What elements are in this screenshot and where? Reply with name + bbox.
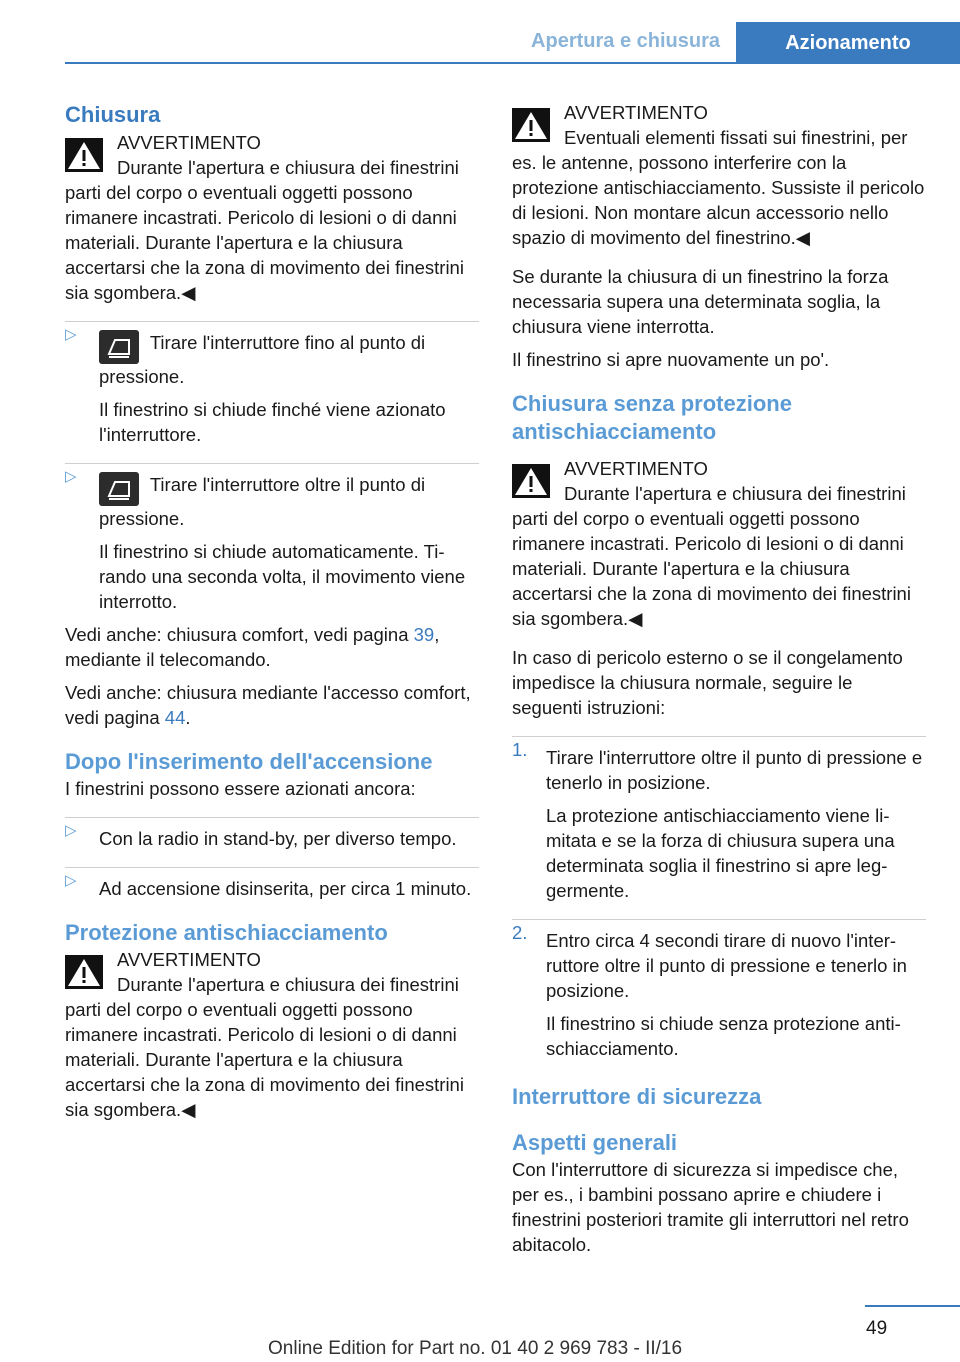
warning-text: Eventuali elementi fissati sui finestrini, per es. le antenne, possono interferire con la protezione antischiacciamento. Sussiste il pericolo di lesioni. Non montare alcun accessorio nello spazio di movimento del finestrino.◀: [512, 127, 925, 248]
warning-text: Durante l'apertura e chiusura dei finestrini parti del corpo o eventuali oggetti possono rimanere incastrati. Pericolo di lesioni o di danni materiali. Durante l'apertura e la chiusura accertarsi che la zona di movimento dei finestrini sia sgombera.◀: [65, 157, 464, 303]
step-text: Tirare l'interruttore oltre il punto di pressione e tenerlo in posizione.: [546, 747, 923, 793]
header-rule: [65, 62, 960, 64]
heading-aspetti-generali: Aspetti generali: [512, 1130, 678, 1155]
numbered-step: [512, 919, 926, 1061]
warning-title: AVVERTIMENTO: [564, 458, 708, 479]
list-item-text: Con la radio in stand-by, per diverso tempo.: [99, 828, 457, 849]
warning-triangle-icon: [65, 138, 103, 172]
header-section-title: Apertura e chiusura: [531, 30, 720, 52]
see-also-comfort-access: Vedi anche: chiusura mediante l'accesso comfort, vedi pagina 44.: [65, 682, 471, 728]
bullet-triangle-icon: ▷: [65, 872, 77, 889]
list-item: [65, 817, 479, 851]
bullet-triangle-icon: ▷: [65, 822, 77, 839]
paragraph: Se durante la chiusura di un finestrino la forza necessaria supera una determinata soglia, la chiusura viene interrotta.: [512, 266, 889, 337]
warning-triangle-icon: [512, 108, 550, 142]
step-subtext: Il finestrino si chiude senza protezione antischiacciamento.: [546, 1013, 901, 1059]
heading-chiusura-senza-protezione: Chiusura senza protezione antischiacciamento: [512, 391, 792, 444]
heading-dopo-accensione: Dopo l'inserimento dell'accensione: [65, 749, 433, 774]
warning-box: [512, 456, 926, 631]
warning-title: AVVERTIMENTO: [117, 132, 261, 153]
bullet-triangle-icon: ▷: [65, 326, 77, 343]
numbered-step: [512, 736, 926, 903]
warning-title: AVVERTIMENTO: [564, 102, 708, 123]
bullet-triangle-icon: ▷: [65, 468, 77, 485]
warning-text: Durante l'apertura e chiusura dei finestrini parti del corpo o eventuali oggetti possono rimanere incastrati. Pericolo di lesioni o di danni materiali. Durante l'apertura e la chiusura accertarsi che la zona di movimento dei finestrini sia sgombera.◀: [512, 483, 911, 629]
page-link-44[interactable]: 44: [164, 707, 186, 728]
list-item-text: Ad accensione disinserita, per circa 1 minuto.: [99, 878, 472, 899]
paragraph: Con l'interruttore di sicurezza si impedisce che, per es., i bambini possano aprire e chiudere i finestrini posteriori tramite gli interruttori nel retro abitacolo.: [512, 1159, 909, 1255]
warning-title: AVVERTIMENTO: [117, 949, 261, 970]
edition-footer: Online Edition for Part no. 01 40 2 969 783 - II/16: [268, 1338, 683, 1359]
list-item: [65, 867, 479, 901]
heading-protezione: Protezione antischiacciamento: [65, 920, 388, 945]
step-text: Entro circa 4 secondi tirare di nuovo l'interruttore oltre il punto di pressione e tenerlo in posizione.: [546, 930, 907, 1001]
page-number: 49: [866, 1318, 888, 1339]
list-item-text: Tirare l'interruttore oltre il punto di pressione.: [99, 474, 426, 529]
step-subtext: La protezione antischiacciamento viene limitata e se la forza di chiusura supera una determinata soglia il finestrino si apre leggermente.: [546, 805, 895, 901]
list-item: [65, 321, 479, 447]
list-item-subtext: Il finestrino si chiude finché viene azionato l'interruttore.: [99, 399, 446, 445]
paragraph: Il finestrino si apre nuovamente un po'.: [512, 349, 830, 370]
warning-box: [65, 947, 479, 1122]
window-switch-icon: [99, 330, 139, 364]
list-item: [65, 463, 479, 614]
see-also-comfort-closing: Vedi anche: chiusura comfort, vedi pagina 39, mediante il telecomando.: [65, 624, 440, 670]
paragraph: In caso di pericolo esterno o se il congelamento impedisce la chiusura normale, seguire le seguenti istruzioni:: [512, 647, 903, 718]
warning-triangle-icon: [512, 464, 550, 498]
warning-box: [65, 130, 479, 305]
window-switch-icon: [99, 472, 139, 506]
page-header: [0, 0, 960, 62]
list-item-subtext: Il finestrino si chiude automaticamente. Tirando una seconda volta, il movimento viene interrotto.: [99, 541, 466, 612]
heading-chiusura: Chiusura: [65, 102, 161, 127]
warning-triangle-icon: [65, 955, 103, 989]
paragraph: I finestrini possono essere azionati ancora:: [65, 778, 416, 799]
page-link-39[interactable]: 39: [413, 624, 435, 645]
right-column: [512, 100, 926, 1257]
step-number: 2.: [512, 922, 528, 943]
header-chapter-tab: Azionamento: [736, 22, 960, 62]
step-number: 1.: [512, 739, 528, 760]
warning-text: Durante l'apertura e chiusura dei finestrini parti del corpo o eventuali oggetti possono rimanere incastrati. Pericolo di lesioni o di danni materiali. Durante l'apertura e la chiusura accertarsi che la zona di movimento dei finestrini sia sgombera.◀: [65, 974, 464, 1120]
left-column: [65, 100, 479, 1122]
list-item-text: Tirare l'interruttore fino al punto di pressione.: [99, 332, 426, 387]
heading-interruttore-sicurezza: Interruttore di sicurezza: [512, 1084, 762, 1109]
warning-box: [512, 100, 926, 250]
footer-rule: [865, 1305, 960, 1307]
